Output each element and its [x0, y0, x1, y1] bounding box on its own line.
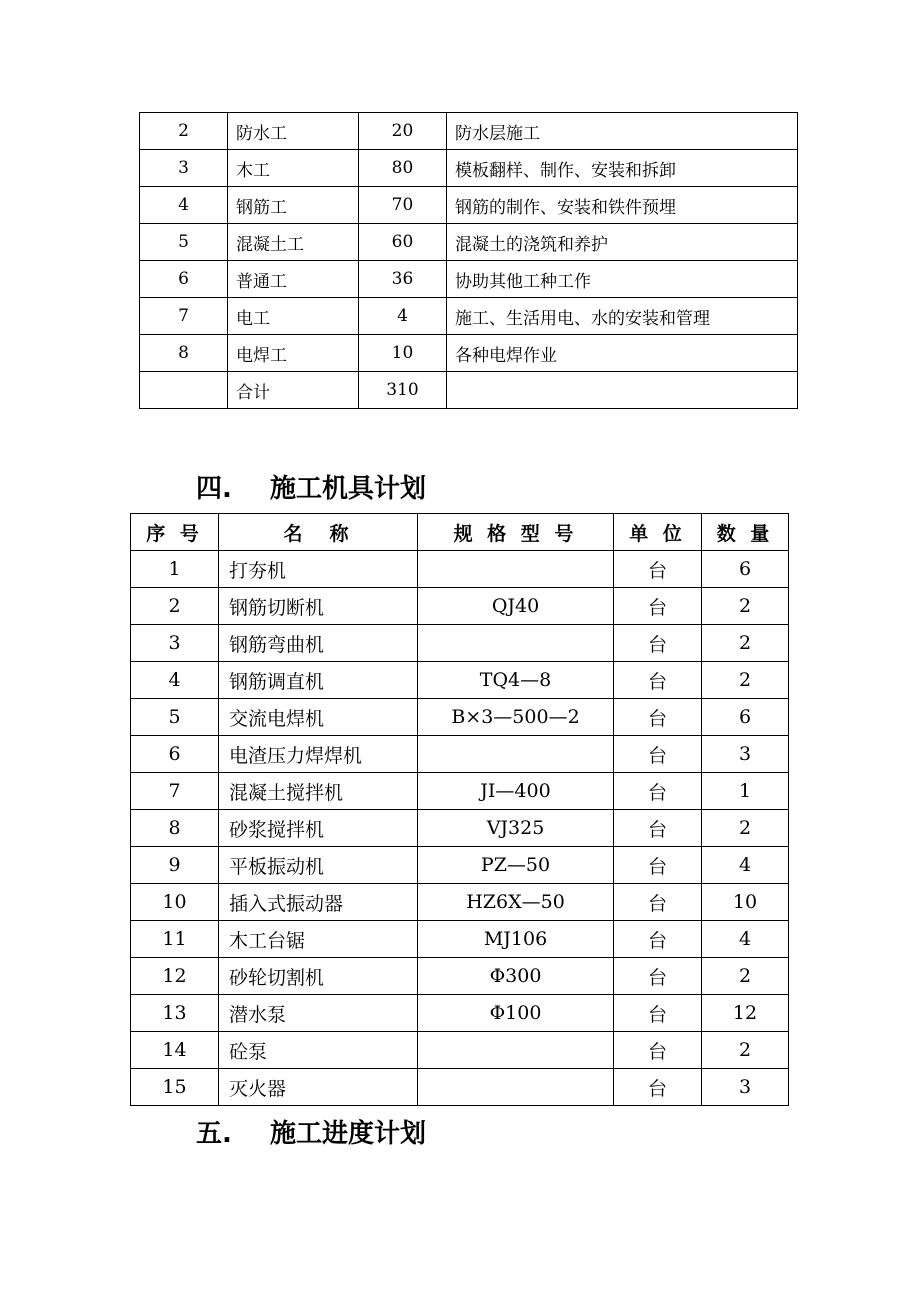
equipment-name: 灭火器: [219, 1069, 418, 1106]
worker-type: 电工: [228, 298, 359, 335]
row-number: 1: [131, 551, 219, 588]
table-header-row: [131, 514, 789, 551]
equipment-unit: 台: [614, 1032, 702, 1069]
equipment-unit: 台: [614, 995, 702, 1032]
worker-type: 钢筋工: [228, 187, 359, 224]
equipment-name: 木工台锯: [219, 921, 418, 958]
table-row: [140, 298, 798, 335]
row-number: 11: [131, 921, 219, 958]
total-count: 310: [359, 372, 447, 409]
total-label: 合计: [228, 372, 359, 409]
row-number: 6: [131, 736, 219, 773]
equipment-unit: 台: [614, 625, 702, 662]
equipment-unit: 台: [614, 551, 702, 588]
equipment-unit: 台: [614, 810, 702, 847]
equipment-unit: 台: [614, 884, 702, 921]
table-row: [131, 736, 789, 773]
equipment-spec: B×3—500—2: [418, 699, 614, 736]
equipment-quantity: 12: [702, 995, 789, 1032]
table-row: [140, 150, 798, 187]
header-spec: 规 格 型 号: [418, 514, 614, 551]
equipment-unit: 台: [614, 921, 702, 958]
section-heading-schedule-plan: [196, 1116, 426, 1152]
equipment-spec: [418, 736, 614, 773]
equipment-name: 混凝土搅拌机: [219, 773, 418, 810]
equipment-name: 平板振动机: [219, 847, 418, 884]
equipment-spec: [418, 625, 614, 662]
table-row: [131, 1032, 789, 1069]
header-qty: 数 量: [702, 514, 789, 551]
row-number: 4: [140, 187, 228, 224]
header-name: 名 称: [219, 514, 418, 551]
total-row: [140, 372, 798, 409]
worker-type: 木工: [228, 150, 359, 187]
equipment-spec: [418, 1069, 614, 1106]
worker-count: 10: [359, 335, 447, 372]
equipment-quantity: 10: [702, 884, 789, 921]
section-number: 五.: [196, 1119, 232, 1149]
worker-type: 电焊工: [228, 335, 359, 372]
equipment-spec: Φ100: [418, 995, 614, 1032]
equipment-spec: [418, 551, 614, 588]
table-row: [131, 773, 789, 810]
equipment-spec: [418, 1032, 614, 1069]
equipment-quantity: 2: [702, 588, 789, 625]
row-number: 5: [131, 699, 219, 736]
equipment-name: 砼泵: [219, 1032, 418, 1069]
table-row: [131, 625, 789, 662]
equipment-quantity: 1: [702, 773, 789, 810]
section-title: 施工机具计划: [270, 474, 427, 504]
header-unit: 单 位: [614, 514, 702, 551]
work-description: 各种电焊作业: [447, 335, 798, 372]
row-number: 8: [131, 810, 219, 847]
worker-type: 普通工: [228, 261, 359, 298]
equipment-quantity: 2: [702, 958, 789, 995]
row-number: 15: [131, 1069, 219, 1106]
row-number: 13: [131, 995, 219, 1032]
equipment-quantity: 2: [702, 810, 789, 847]
equipment-spec: MJ106: [418, 921, 614, 958]
table-row: [131, 588, 789, 625]
equipment-unit: 台: [614, 662, 702, 699]
labor-table: [139, 112, 798, 409]
equipment-unit: 台: [614, 773, 702, 810]
worker-type: 防水工: [228, 113, 359, 150]
row-number: 2: [140, 113, 228, 150]
row-number: 8: [140, 335, 228, 372]
row-number: 4: [131, 662, 219, 699]
table-row: [140, 335, 798, 372]
table-row: [131, 551, 789, 588]
equipment-quantity: 3: [702, 736, 789, 773]
row-number: 9: [131, 847, 219, 884]
equipment-name: 钢筋弯曲机: [219, 625, 418, 662]
table-row: [131, 884, 789, 921]
equipment-spec: HZ6X—50: [418, 884, 614, 921]
row-number: [140, 372, 228, 409]
table-row: [140, 224, 798, 261]
equipment-quantity: 3: [702, 1069, 789, 1106]
table-row: [131, 958, 789, 995]
row-number: 6: [140, 261, 228, 298]
work-description: 模板翻样、制作、安装和拆卸: [447, 150, 798, 187]
table-row: [140, 113, 798, 150]
table-row: [140, 187, 798, 224]
equipment-quantity: 6: [702, 551, 789, 588]
work-description: 施工、生活用电、水的安装和管理: [447, 298, 798, 335]
row-number: 2: [131, 588, 219, 625]
row-number: 3: [131, 625, 219, 662]
equipment-table: [130, 513, 789, 1106]
equipment-name: 砂轮切割机: [219, 958, 418, 995]
equipment-unit: 台: [614, 958, 702, 995]
equipment-spec: TQ4—8: [418, 662, 614, 699]
equipment-spec: VJ325: [418, 810, 614, 847]
table-row: [131, 810, 789, 847]
row-number: 5: [140, 224, 228, 261]
work-description: 防水层施工: [447, 113, 798, 150]
table-row: [131, 847, 789, 884]
work-description: 协助其他工种工作: [447, 261, 798, 298]
equipment-quantity: 4: [702, 921, 789, 958]
section-heading-equipment-plan: [196, 471, 426, 507]
work-description: [447, 372, 798, 409]
equipment-name: 电渣压力焊焊机: [219, 736, 418, 773]
equipment-unit: 台: [614, 699, 702, 736]
equipment-unit: 台: [614, 1069, 702, 1106]
work-description: 钢筋的制作、安装和铁件预埋: [447, 187, 798, 224]
equipment-spec: JI—400: [418, 773, 614, 810]
worker-type: 混凝土工: [228, 224, 359, 261]
equipment-spec: Φ300: [418, 958, 614, 995]
row-number: 7: [140, 298, 228, 335]
equipment-quantity: 2: [702, 1032, 789, 1069]
worker-count: 80: [359, 150, 447, 187]
row-number: 14: [131, 1032, 219, 1069]
equipment-spec: PZ—50: [418, 847, 614, 884]
equipment-name: 打夯机: [219, 551, 418, 588]
equipment-unit: 台: [614, 736, 702, 773]
equipment-unit: 台: [614, 588, 702, 625]
work-description: 混凝土的浇筑和养护: [447, 224, 798, 261]
equipment-name: 钢筋调直机: [219, 662, 418, 699]
row-number: 3: [140, 150, 228, 187]
section-title: 施工进度计划: [270, 1119, 427, 1149]
equipment-name: 潜水泵: [219, 995, 418, 1032]
table-row: [131, 699, 789, 736]
table-row: [131, 662, 789, 699]
worker-count: 70: [359, 187, 447, 224]
header-no: 序 号: [131, 514, 219, 551]
row-number: 7: [131, 773, 219, 810]
equipment-name: 交流电焊机: [219, 699, 418, 736]
equipment-quantity: 2: [702, 662, 789, 699]
equipment-name: 砂浆搅拌机: [219, 810, 418, 847]
row-number: 10: [131, 884, 219, 921]
section-number: 四.: [196, 474, 232, 504]
worker-count: 36: [359, 261, 447, 298]
worker-count: 20: [359, 113, 447, 150]
equipment-name: 插入式振动器: [219, 884, 418, 921]
equipment-quantity: 4: [702, 847, 789, 884]
equipment-name: 钢筋切断机: [219, 588, 418, 625]
row-number: 12: [131, 958, 219, 995]
table-row: [131, 995, 789, 1032]
table-row: [131, 1069, 789, 1106]
table-row: [140, 261, 798, 298]
equipment-quantity: 2: [702, 625, 789, 662]
worker-count: 4: [359, 298, 447, 335]
equipment-unit: 台: [614, 847, 702, 884]
equipment-spec: QJ40: [418, 588, 614, 625]
table-row: [131, 921, 789, 958]
worker-count: 60: [359, 224, 447, 261]
equipment-quantity: 6: [702, 699, 789, 736]
